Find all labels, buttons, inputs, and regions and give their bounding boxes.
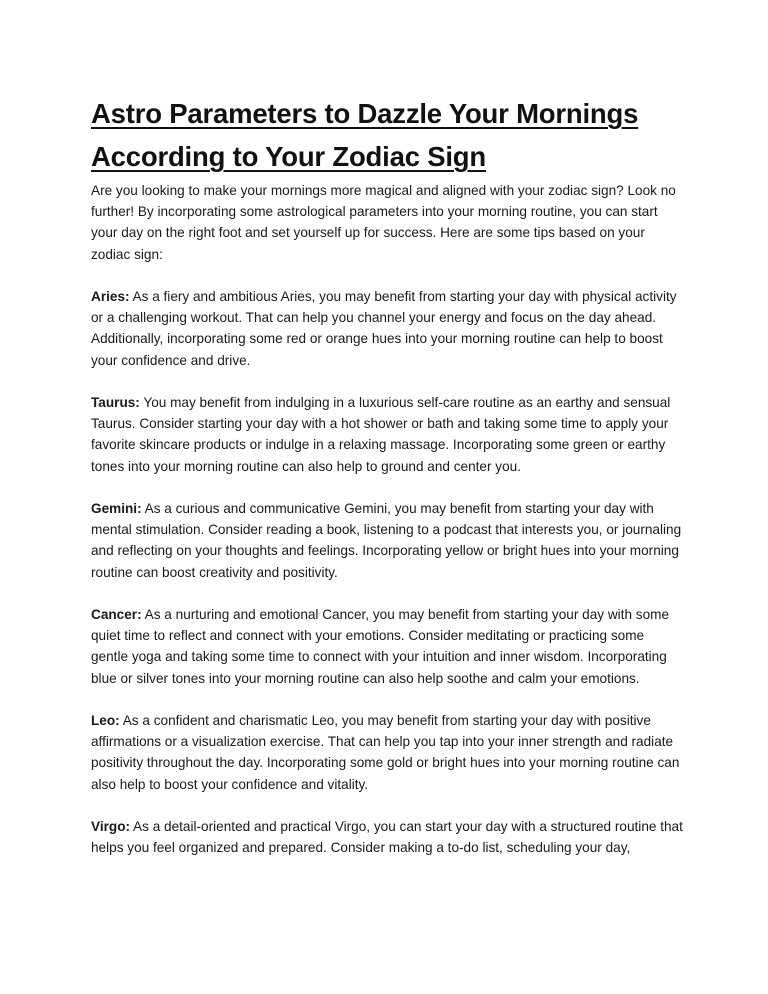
section-text-cancer: As a nurturing and emotional Cancer, you may benefit from starting your day with some quiet time to reflect and connect with your emotions. Consider meditating or practicing some gentle yoga and taking some time to connect with your intuition and inner wisdom. Incorporating blue or silver tones into your morning routine can also help soothe and calm your emotions. xyxy=(91,607,670,686)
sign-label-aries: Aries: xyxy=(91,289,130,304)
section-gemini xyxy=(91,498,683,583)
sign-label-gemini: Gemini: xyxy=(91,501,142,516)
section-aries xyxy=(91,286,683,371)
section-text-taurus: You may benefit from indulging in a luxurious self-care routine as an earthy and sensual Taurus. Consider starting your day with a hot shower or bath and taking some time to apply your favorite skincare products or indulge in a relaxing massage. Incorporating some green or earthy tones into your morning routine can also help to ground and center you. xyxy=(91,395,671,474)
sign-label-virgo: Virgo: xyxy=(91,819,131,834)
intro-paragraph: Are you looking to make your mornings more magical and aligned with your zodiac sign? Look no further! By incorporating some astrological parameters into your morning routine, you can start your day on the right foot and set yourself up for success. Here are some tips based on your zodiac sign: xyxy=(91,183,676,262)
section-taurus xyxy=(91,392,683,477)
section-leo xyxy=(91,710,683,795)
section-text-aries: As a fiery and ambitious Aries, you may benefit from starting your day with physical activity or a challenging workout. That can help you channel your energy and focus on the day ahead. Additionally, incorporating some red or orange hues into your morning routine can help to boost your confidence and drive. xyxy=(91,289,677,368)
section-text-virgo: As a detail-oriented and practical Virgo, you can start your day with a structured routine that helps you feel organized and prepared. Consider making a to-do list, scheduling your day, xyxy=(91,819,683,856)
section-text-leo: As a confident and charismatic Leo, you may benefit from starting your day with positive affirmations or a visualization exercise. That can help you tap into your inner strength and radiate positivity throughout the day. Incorporating some gold or bright hues into your morning routine can also help to boost your confidence and vitality. xyxy=(91,713,680,792)
document-page xyxy=(91,92,683,858)
page-title: Astro Parameters to Dazzle Your Mornings According to Your Zodiac Sign xyxy=(91,98,639,172)
section-text-gemini: As a curious and communicative Gemini, you may benefit from starting your day with mental stimulation. Consider reading a book, listening to a podcast that interests you, or journaling and reflecting on your thoughts and feelings. Incorporating yellow or bright hues into your morning routine can boost creativity and positivity. xyxy=(91,501,682,580)
section-cancer xyxy=(91,604,683,689)
sign-label-leo: Leo: xyxy=(91,713,120,728)
sign-label-cancer: Cancer: xyxy=(91,607,142,622)
sign-label-taurus: Taurus: xyxy=(91,395,140,410)
section-virgo xyxy=(91,816,683,858)
